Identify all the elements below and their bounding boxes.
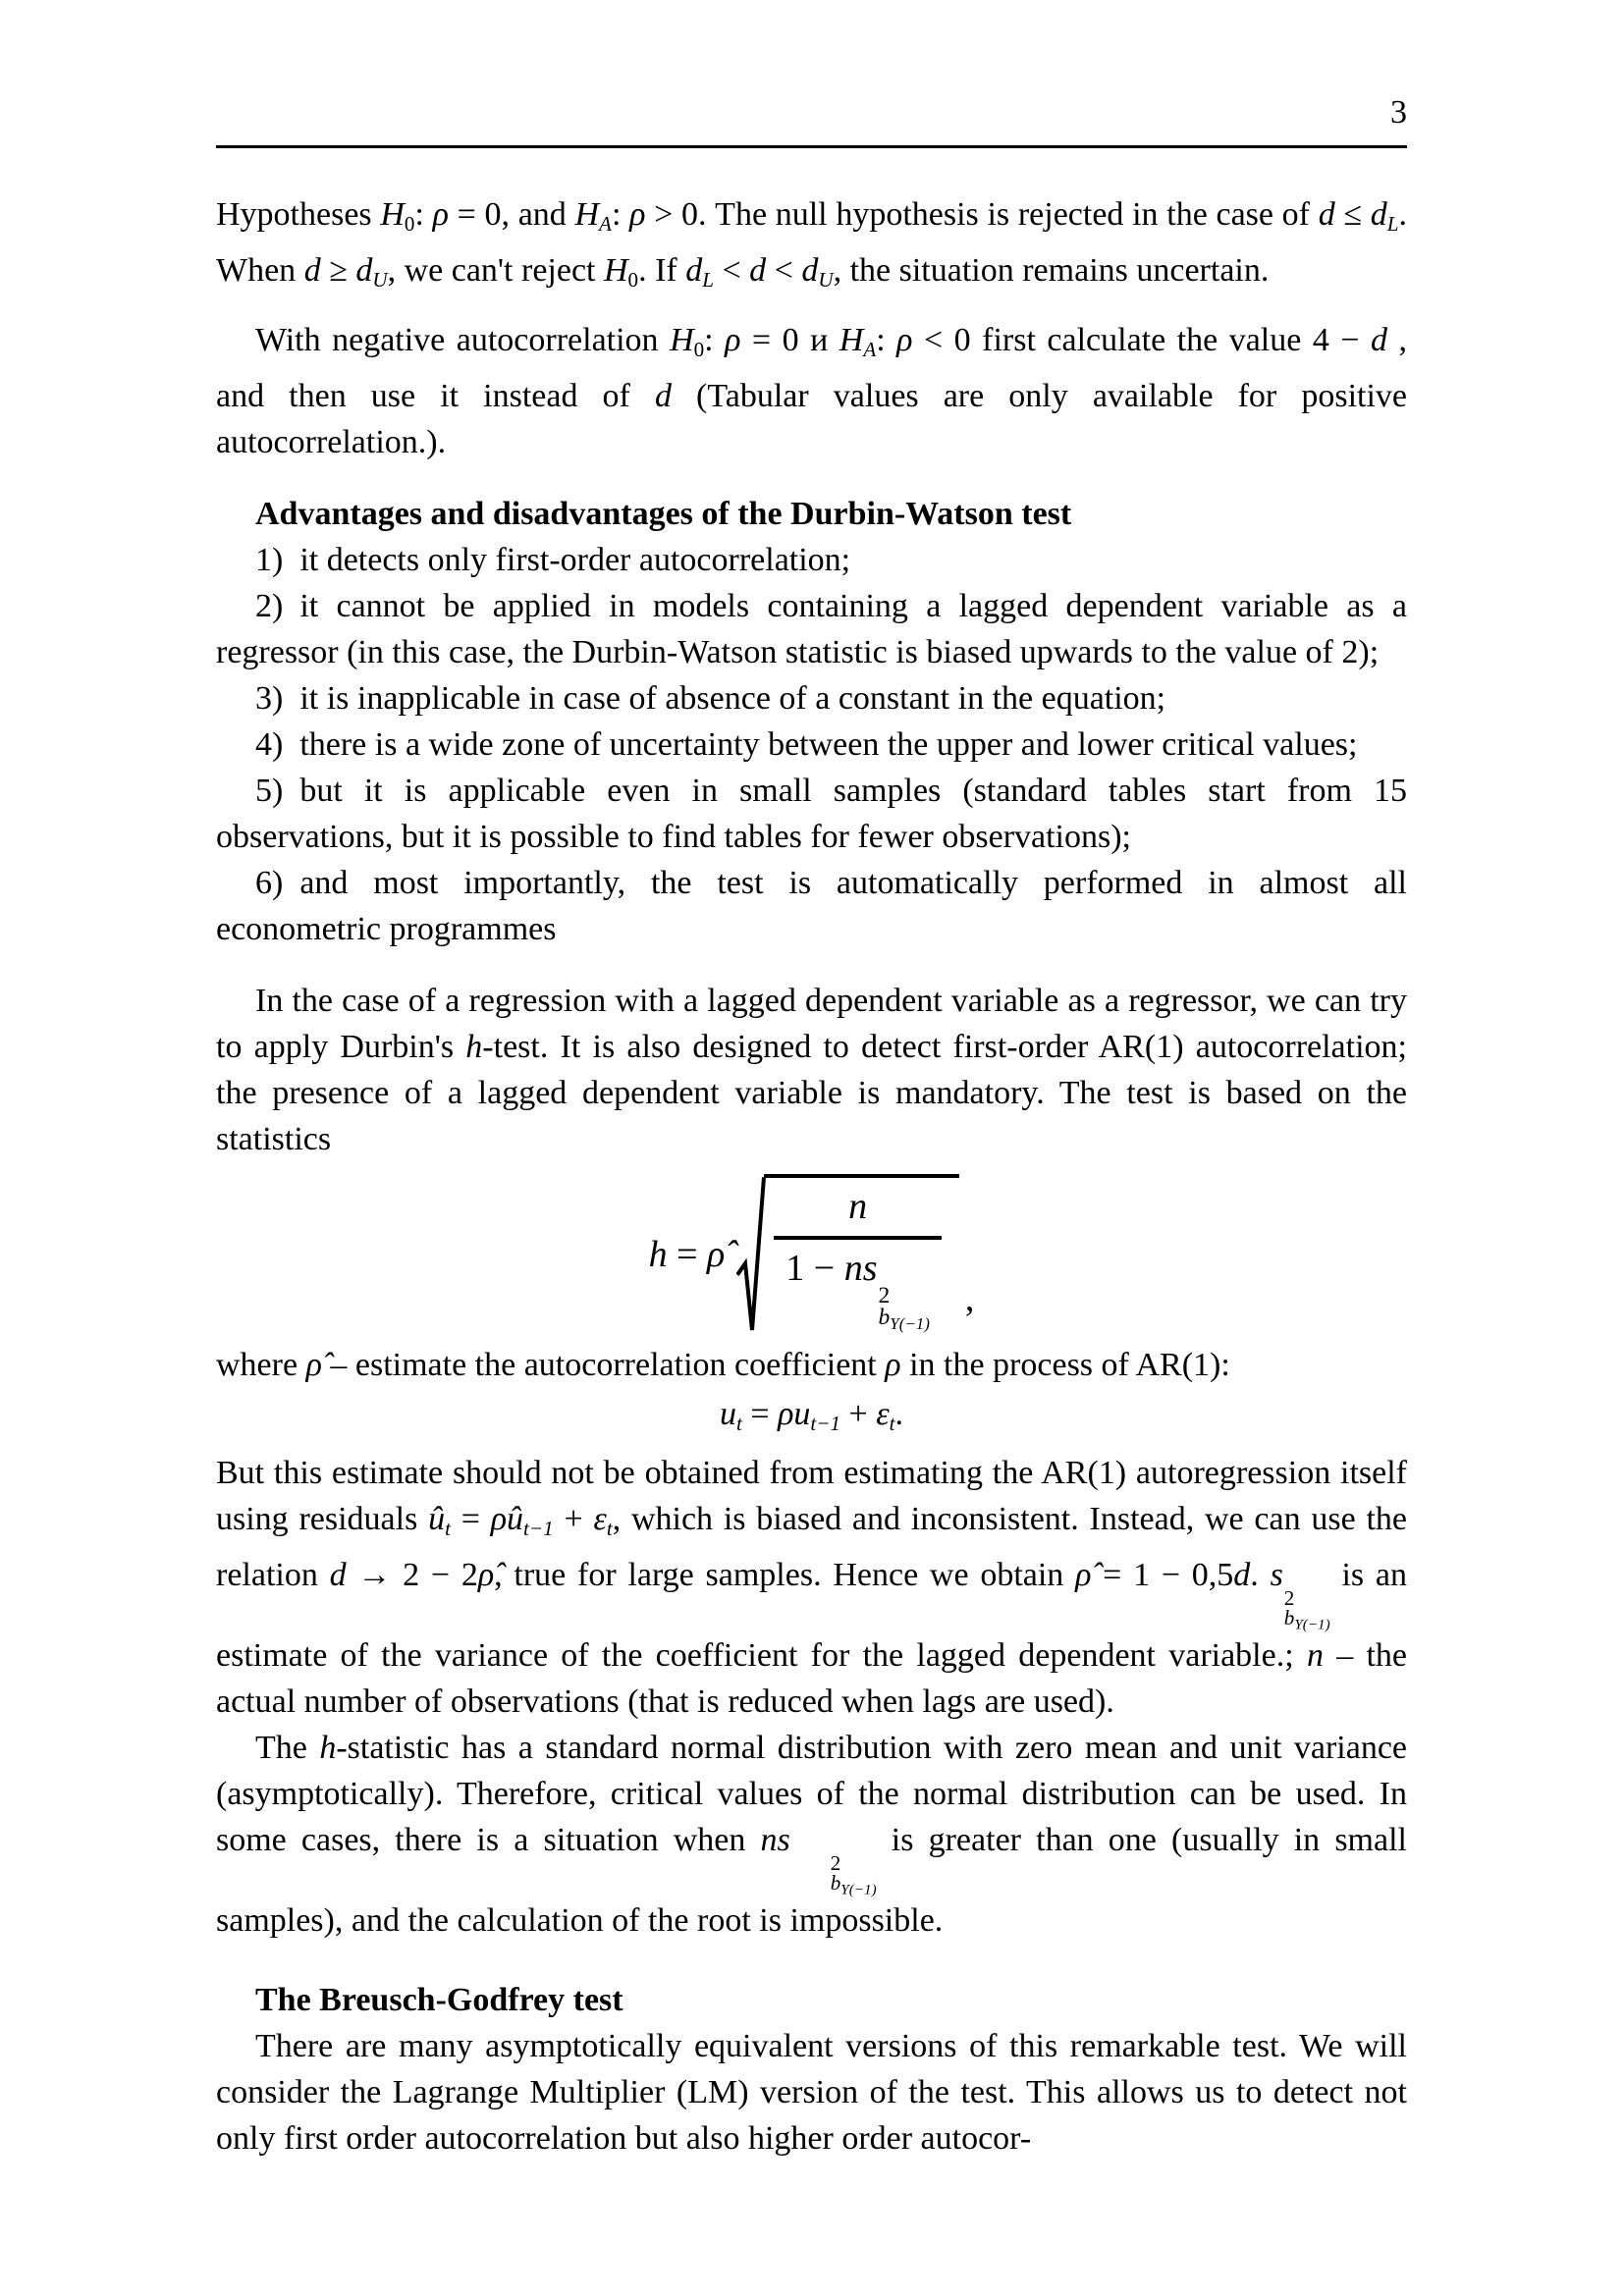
- text-run: d: [329, 1557, 347, 1594]
- text-run: Y(−1): [840, 1881, 877, 1898]
- text-run: – the actual number of observations (that is reduced when lags are used).: [216, 1637, 1407, 1721]
- text-run: . When: [216, 196, 1407, 289]
- text-run: s: [862, 1248, 878, 1290]
- text-run: d: [355, 251, 373, 289]
- text-run: n: [1306, 1637, 1324, 1675]
- text-run: A: [599, 211, 612, 236]
- text-run: h: [465, 1028, 483, 1065]
- text-run: ≥: [320, 251, 356, 289]
- text-run: ε: [593, 1501, 607, 1538]
- text-run: is greater than one (usually in small samples), and the calculation of the root is impossible.: [216, 1822, 1407, 1940]
- text-run: t−1: [810, 1412, 841, 1436]
- text-run: , the situation remains uncertain.: [833, 251, 1270, 289]
- text-run: ≤: [1334, 196, 1371, 233]
- text-run: n: [760, 1822, 778, 1859]
- text-run: d: [801, 251, 819, 289]
- text-run: t: [445, 1517, 451, 1541]
- text-run: 2) it cannot be applied in models containing a lagged dependent variable as a regressor (in this case, the Durbin-Watson statistic is biased upwards to the value of 2);: [216, 587, 1407, 670]
- text-run: , and then use it instead of: [216, 321, 1407, 414]
- text-run: 0: [404, 211, 415, 236]
- para-breusch-godfrey-intro: [216, 2023, 1407, 2162]
- text-run: U: [818, 267, 834, 292]
- formula-trailing-comma: ,: [964, 1277, 975, 1319]
- text-run: (Tabular values are only available for positive autocorrelation.).: [216, 377, 1407, 460]
- text-run: d: [303, 251, 321, 289]
- text-run: u: [720, 1396, 737, 1433]
- text-run: where: [216, 1347, 306, 1384]
- text-run: 6) and most importantly, the test is automatically performed in almost all econometric programmes: [216, 864, 1407, 947]
- text-run: 2: [830, 1851, 841, 1876]
- text-run: – estimate the autocorrelation coefficient: [321, 1347, 886, 1384]
- text-run: L: [702, 267, 714, 292]
- para-negative-autocorrelation: [216, 317, 1407, 465]
- text-run: In the case of a regression with a lagged dependent variable as a regressor, we can try to apply Durbin's: [216, 982, 1407, 1065]
- text-run: U: [372, 267, 388, 292]
- list-item-3: [216, 675, 1407, 721]
- text-run: ρ: [432, 196, 449, 233]
- text-run: ρ: [778, 1396, 794, 1433]
- text-run: H: [839, 321, 864, 358]
- text-run: → 2 − 2: [346, 1557, 478, 1594]
- radicand: [764, 1174, 959, 1337]
- list-item-4: [216, 721, 1407, 768]
- text-run: H: [574, 196, 600, 233]
- text-run: = 0 и: [740, 321, 839, 358]
- ar1-process-equation: [216, 1391, 1407, 1447]
- text-run: :: [611, 196, 630, 233]
- para-h-statistic-distribution: [216, 1725, 1407, 1944]
- text-run: 2: [878, 1282, 891, 1308]
- text-run: in the process of AR(1):: [900, 1347, 1230, 1384]
- text-run: :: [704, 321, 726, 358]
- text-run: = 0, and: [448, 196, 575, 233]
- text-run: With negative autocorrelation: [255, 321, 671, 358]
- para-durbin-h-test-intro: [216, 978, 1407, 1162]
- text-run: =: [450, 1501, 491, 1538]
- text-run: t: [736, 1412, 742, 1436]
- text-run: h: [648, 1233, 668, 1275]
- text-run: Advantages and disadvantages of the Durbin-Watson test: [255, 495, 1072, 532]
- text-run: 2: [1283, 1586, 1295, 1611]
- text-run: The: [255, 1730, 320, 1767]
- text-run: b: [878, 1305, 891, 1331]
- text-run: +: [840, 1396, 877, 1433]
- text-run: ρ: [490, 1501, 508, 1538]
- text-run: s: [777, 1822, 790, 1859]
- sup-sub-stack: [791, 1853, 877, 1897]
- text-run: 1 −: [785, 1248, 844, 1290]
- sup-sub-stack: [878, 1282, 930, 1334]
- text-run: n: [843, 1248, 863, 1290]
- text-run: -test. It is also designed to detect first-order AR(1) autocorrelation; the presence of a lagged dependent variable is mandatory. The test is based on the statistics: [216, 1028, 1407, 1157]
- text-run: ρ: [629, 196, 646, 233]
- text-run: ε: [876, 1396, 890, 1433]
- text-run: A: [863, 337, 877, 361]
- text-run: s: [1270, 1557, 1283, 1594]
- para-where-rho: [216, 1342, 1407, 1388]
- text-run: û: [507, 1501, 524, 1538]
- text-run: .: [1250, 1557, 1271, 1594]
- text-run: . If: [638, 251, 686, 289]
- text-run: H: [603, 251, 628, 289]
- text-run: Hypotheses: [216, 196, 381, 233]
- document-body: [216, 191, 1407, 2162]
- text-run: ρ̂: [707, 1233, 726, 1275]
- text-run: > 0. The null hypothesis is rejected in the case of: [645, 196, 1319, 233]
- text-run: :: [876, 321, 897, 358]
- text-run: There are many asymptotically equivalent versions of this remarkable test. We will consider the Lagrange Multiplier (LM) version of the test. This allows us to detect not only first order autocorrelation but also higher order autocor-: [216, 2028, 1407, 2158]
- text-column: [216, 0, 1407, 2162]
- text-run: H: [380, 196, 405, 233]
- text-run: =: [741, 1396, 779, 1433]
- text-run: H: [670, 321, 694, 358]
- text-run: is an estimate of the variance of the coefficient for the lagged dependent variable.;: [216, 1557, 1407, 1675]
- radical-sign-icon: [736, 1174, 766, 1337]
- text-run: 5) but it is applicable even in small samples (standard tables start from 15 observations, but it is possible to find tables for fewer observations);: [216, 772, 1407, 855]
- text-run: +: [553, 1501, 594, 1538]
- text-run: d: [749, 251, 767, 289]
- text-run: L: [1386, 211, 1399, 236]
- text-run: -statistic has a standard normal distribution with zero mean and unit variance (asymptotically). Therefore, critical values of the normal distribution can be used. In some cases, there is a situation when: [216, 1730, 1408, 1859]
- text-run: , we can't reject: [387, 251, 604, 289]
- text-run: 1) it detects only first-order autocorrelation;: [255, 541, 851, 578]
- square-root: [736, 1174, 959, 1337]
- text-run: u: [793, 1396, 811, 1433]
- text-run: 3) it is inapplicable in case of absence of a constant in the equation;: [255, 679, 1166, 717]
- text-run: t: [606, 1517, 613, 1541]
- text-run: ρ̂: [477, 1557, 495, 1594]
- text-run: d: [1233, 1557, 1251, 1594]
- durbin-h-statistic-formula: [216, 1174, 1407, 1337]
- text-run: d: [685, 251, 703, 289]
- text-run: Y(−1): [890, 1314, 930, 1334]
- text-run: 0: [693, 337, 705, 361]
- sup-sub-stack: [1284, 1588, 1330, 1632]
- text-run: ρ̂: [305, 1347, 322, 1384]
- text-run: = 1 − 0,5: [1091, 1557, 1234, 1594]
- text-run: ρ: [885, 1347, 901, 1384]
- text-run: d: [1370, 196, 1387, 233]
- text-run: t: [889, 1412, 895, 1436]
- para-estimate-relation: [216, 1450, 1407, 1725]
- text-run: , true for large samples. Hence we obtain: [494, 1557, 1076, 1594]
- para-hypotheses: [216, 191, 1407, 303]
- text-run: Y(−1): [1294, 1616, 1330, 1633]
- section-heading-breusch-godfrey: [216, 1977, 1407, 2023]
- text-run: ρ: [725, 321, 741, 358]
- text-run: b: [830, 1871, 841, 1896]
- section-heading-durbin-advantages: [216, 491, 1407, 537]
- fraction-numerator: [840, 1186, 875, 1237]
- text-run: d: [1318, 196, 1335, 233]
- text-run: , which is biased and inconsistent. Instead, we can use the relation: [216, 1501, 1408, 1594]
- page-number: 3: [1390, 94, 1407, 131]
- text-run: 4) there is a wide zone of uncertainty between the upper and lower critical values;: [255, 725, 1358, 763]
- text-run: ρ: [896, 321, 913, 358]
- text-run: d: [654, 377, 672, 414]
- text-run: < 0 first calculate the value 4 −: [912, 321, 1371, 358]
- text-run: û: [428, 1501, 446, 1538]
- text-run: =: [667, 1233, 708, 1275]
- list-item-1: [216, 537, 1407, 583]
- text-run: But this estimate should not be obtained from estimating the AR(1) autoregression itself using residuals: [216, 1455, 1407, 1538]
- text-run: .: [894, 1396, 903, 1433]
- text-run: ρ̂: [1075, 1557, 1092, 1594]
- list-item-6: [216, 860, 1407, 952]
- text-run: n: [848, 1185, 868, 1227]
- fraction-denominator: [774, 1236, 942, 1332]
- text-run: b: [1283, 1606, 1295, 1630]
- text-run: <: [766, 251, 802, 289]
- list-item-5: [216, 768, 1407, 860]
- text-run: 0: [627, 267, 639, 292]
- text-run: The Breusch-Godfrey test: [255, 1982, 623, 2019]
- formula-lhs: [649, 1234, 726, 1277]
- header-rule: [216, 145, 1407, 148]
- text-run: :: [414, 196, 433, 233]
- text-run: h: [319, 1730, 337, 1767]
- list-item-2: [216, 583, 1407, 675]
- text-run: t−1: [523, 1517, 554, 1541]
- text-run: <: [713, 251, 750, 289]
- fraction: [774, 1186, 942, 1333]
- text-run: d: [1371, 321, 1387, 358]
